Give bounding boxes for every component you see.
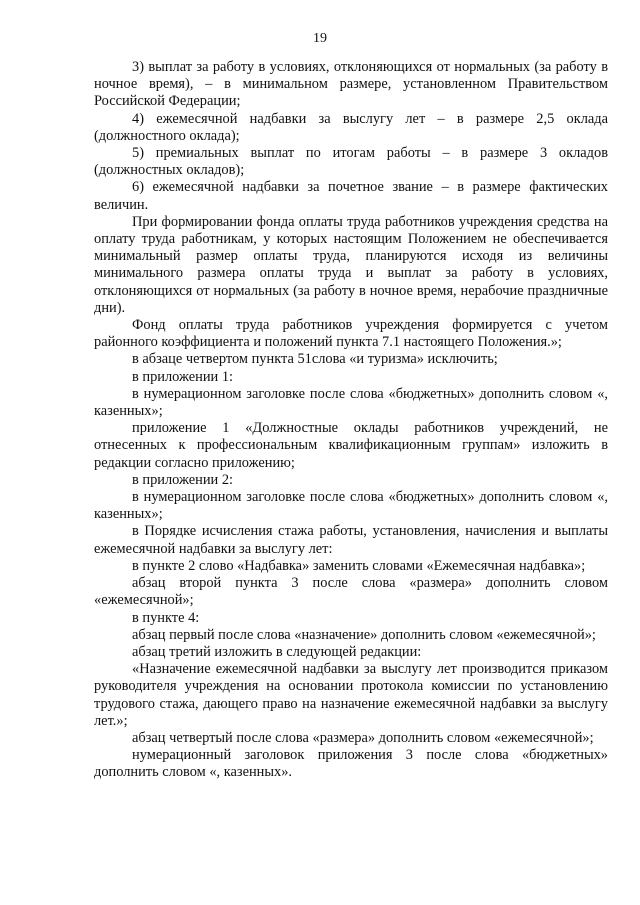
paragraph: 6) ежемесячной надбавки за почетное звание – в размере фактических величин. (94, 179, 608, 213)
document-body (94, 59, 608, 782)
paragraph: в пункте 4: (132, 609, 200, 626)
paragraph: в приложении 2: (132, 471, 234, 488)
paragraph: в нумерационном заголовке после слова «бюджетных» дополнить словом «, казенных»; (94, 489, 608, 523)
paragraph: приложение 1 «Должностные оклады работников учреждений, не отнесенных к профессиональным квалификационным группам» изложить в редакции согласно приложению; (94, 420, 608, 471)
paragraph: абзац первый после слова «назначение» дополнить словом «ежемесячной»; (132, 626, 596, 643)
paragraph: абзац четвертый после слова «размера» дополнить словом «ежемесячной»; (132, 729, 594, 746)
paragraph: в приложении 1: (132, 368, 234, 385)
paragraph: 3) выплат за работу в условиях, отклоняющихся от нормальных (за работу в ночное время), – в минимальном размере, установленном Правительством Российской Федерации; (94, 59, 608, 110)
paragraph: в Порядке исчисления стажа работы, установления, начисления и выплаты ежемесячной надбавки за выслугу лет: (94, 523, 608, 557)
paragraph: абзац второй пункта 3 после слова «размера» дополнить словом «ежемесячной»; (94, 575, 608, 609)
paragraph: в пункте 2 слово «Надбавка» заменить словами «Ежемесячная надбавка»; (132, 557, 586, 574)
paragraph: При формировании фонда оплаты труда работников учреждения средства на оплату труда работникам, у которых настоящим Положением не обеспечивается минимальный размер оплаты труда, планируются исходя из величины минимального размера оплаты труда и выплат за работу в условиях, отклоняющихся от нормальных (за работу в ночное время, нерабочие праздничные дни). (94, 213, 608, 316)
paragraph: нумерационный заголовок приложения 3 после слова «бюджетных» дополнить словом «, казенных». (94, 747, 608, 781)
paragraph: 4) ежемесячной надбавки за выслугу лет – в размере 2,5 оклада (должностного оклада); (94, 110, 608, 144)
paragraph: в абзаце четвертом пункта 51слова «и туризма» исключить; (132, 351, 498, 368)
paragraph: 5) премиальных выплат по итогам работы – в размере 3 окладов (должностных окладов); (94, 145, 608, 179)
paragraph: «Назначение ежемесячной надбавки за выслугу лет производится приказом руководителя учреждения на основании протокола комиссии по установлению трудового стажа, дающего право на назначение ежемесячной надбавки за выслугу лет.»; (94, 661, 608, 729)
page-number: 19 (313, 31, 327, 46)
paragraph: абзац третий изложить в следующей редакции: (132, 643, 422, 660)
paragraph: в нумерационном заголовке после слова «бюджетных» дополнить словом «, казенных»; (94, 385, 608, 420)
paragraph: Фонд оплаты труда работников учреждения формируется с учетом районного коэффициента и положений пункта 7.1 настоящего Положения.»; (94, 317, 608, 351)
